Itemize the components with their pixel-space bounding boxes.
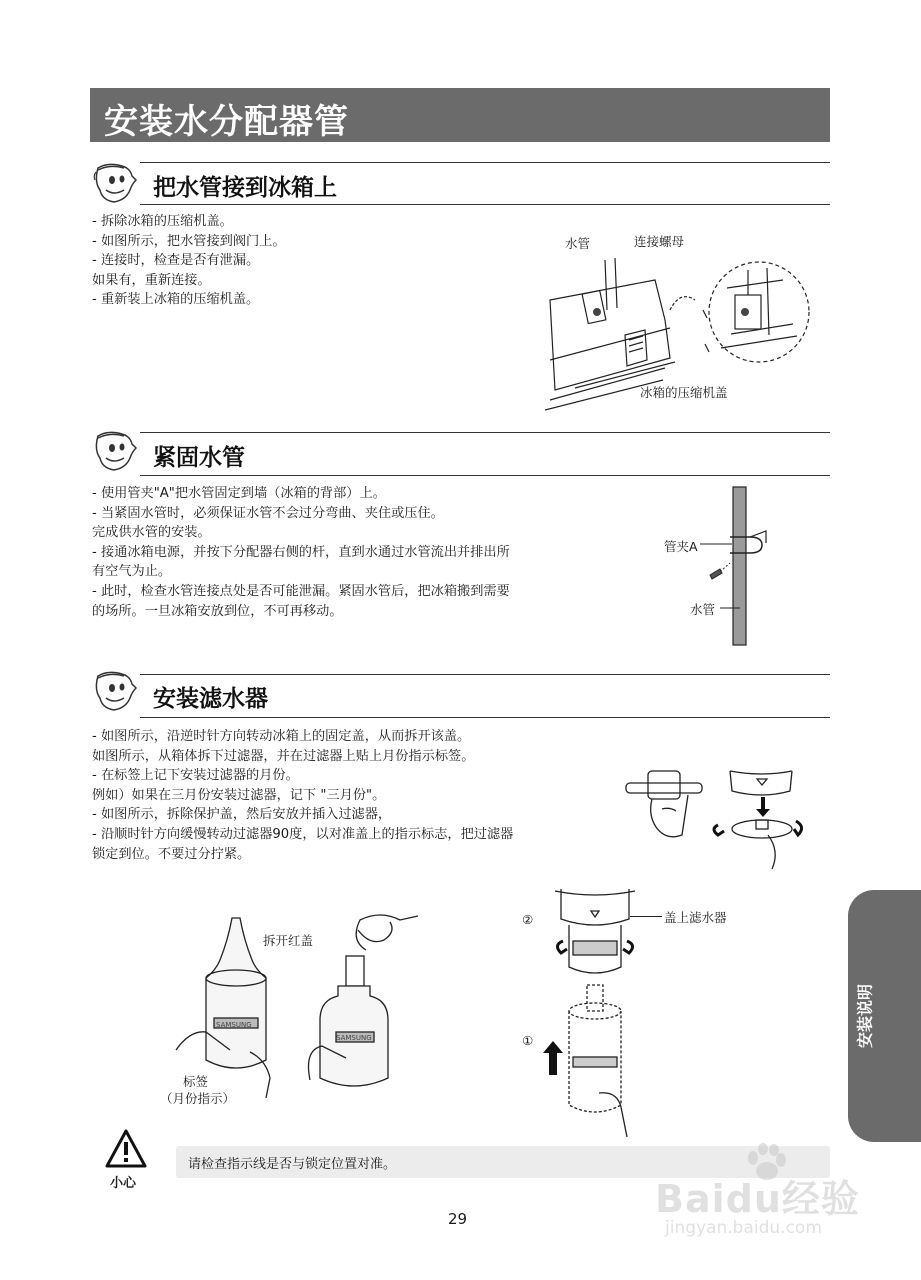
- mascot-icon: [92, 428, 138, 474]
- section-rule-top: [140, 432, 830, 433]
- page-title: 安装水分配器管: [104, 102, 349, 142]
- label-pipe: 水管: [690, 602, 716, 617]
- label-water-pipe: 水管: [565, 236, 591, 251]
- filter-label-diagram: [170, 900, 420, 1100]
- section-rule-bottom: [140, 717, 830, 718]
- watermark: [625, 1138, 865, 1248]
- section-body-secure: - 使用管夹"A"把水管固定到墙（冰箱的背部）上。 - 当紧固水管时，必须保证水管不会过分弯曲、夹住或压住。 完成供水管的安装。 - 接通冰箱电源，并按下分配器右侧的杆，直到水通过水管流出并排出所 有空气为止。 - 此时，检查水管连接点处是否可能泄漏。紧固水管后，把冰箱搬到需要 的场所。一旦冰箱安放到位，不可再移动。: [92, 486, 510, 619]
- label-cover-filter: 盖上滤水器: [664, 910, 727, 925]
- mascot-icon: [92, 160, 138, 206]
- caution-text: 请检查指示线是否与锁定位置对准。: [188, 1157, 397, 1172]
- watermark-brand: Baidu经验: [655, 1177, 860, 1221]
- page-number: 29: [448, 1210, 468, 1228]
- caution-label: 小心: [110, 1176, 137, 1191]
- section-heading-secure: 紧固水管: [153, 445, 245, 471]
- label-remove-red-cap: 拆开红盖: [263, 933, 314, 948]
- section-body-filter: - 如图所示，沿逆时针方向转动冰箱上的固定盖，从而拆开该盖。 如图所示，从箱体拆下过滤器，并在过滤器上贴上月份指示标签。 - 在标签上记下安装过滤器的月份。 例如）如果在三月份安装过滤器，记下 "三月份"。 - 如图所示，拆除保护盖，然后安放并插入过滤器， - 沿顺时针方向缓慢转动过滤器90度，以对准盖上的指示标志，把过滤器 锁定到位。不要过分拧紧。: [92, 729, 514, 862]
- label-sticker: 标签: [183, 1074, 209, 1089]
- watermark-url: jingyan.baidu.com: [665, 1218, 822, 1238]
- warning-icon: [104, 1128, 148, 1170]
- mascot-icon: [92, 668, 138, 714]
- label-month-indicator: （月份指示）: [160, 1091, 236, 1106]
- label-clamp: 管夹A: [664, 539, 698, 554]
- cap-removal-diagram: [622, 765, 812, 875]
- title-bar: [90, 88, 830, 142]
- label-connect-nut: 连接螺母: [634, 234, 685, 249]
- section-body-connect: - 拆除冰箱的压缩机盖。 - 如图所示，把水管接到阀门上。 - 连接时，检查是否有泄漏。 如果有，重新连接。 - 重新装上冰箱的压缩机盖。: [92, 214, 286, 308]
- pipe-clamp-diagram: [700, 485, 780, 647]
- section-rule-bottom: [140, 204, 830, 205]
- section-heading-connect: 把水管接到冰箱上: [153, 175, 337, 201]
- filter-insert-diagram: [535, 885, 665, 1140]
- filter-brand-1: SAMSUNG: [216, 1021, 252, 1029]
- section-rule-top: [140, 162, 830, 163]
- section-rule-bottom: [140, 475, 830, 476]
- filter-brand-2: SAMSUNG: [336, 1034, 372, 1042]
- section-rule-top: [140, 674, 830, 675]
- section-heading-filter: 安装滤水器: [153, 686, 268, 712]
- label-step-1: ①: [522, 1033, 534, 1048]
- label-step-2: ②: [522, 912, 534, 927]
- side-tab-label: 安装说明: [855, 984, 875, 1049]
- label-compressor-cover: 冰箱的压缩机盖: [640, 385, 728, 400]
- leader-line: [630, 916, 662, 917]
